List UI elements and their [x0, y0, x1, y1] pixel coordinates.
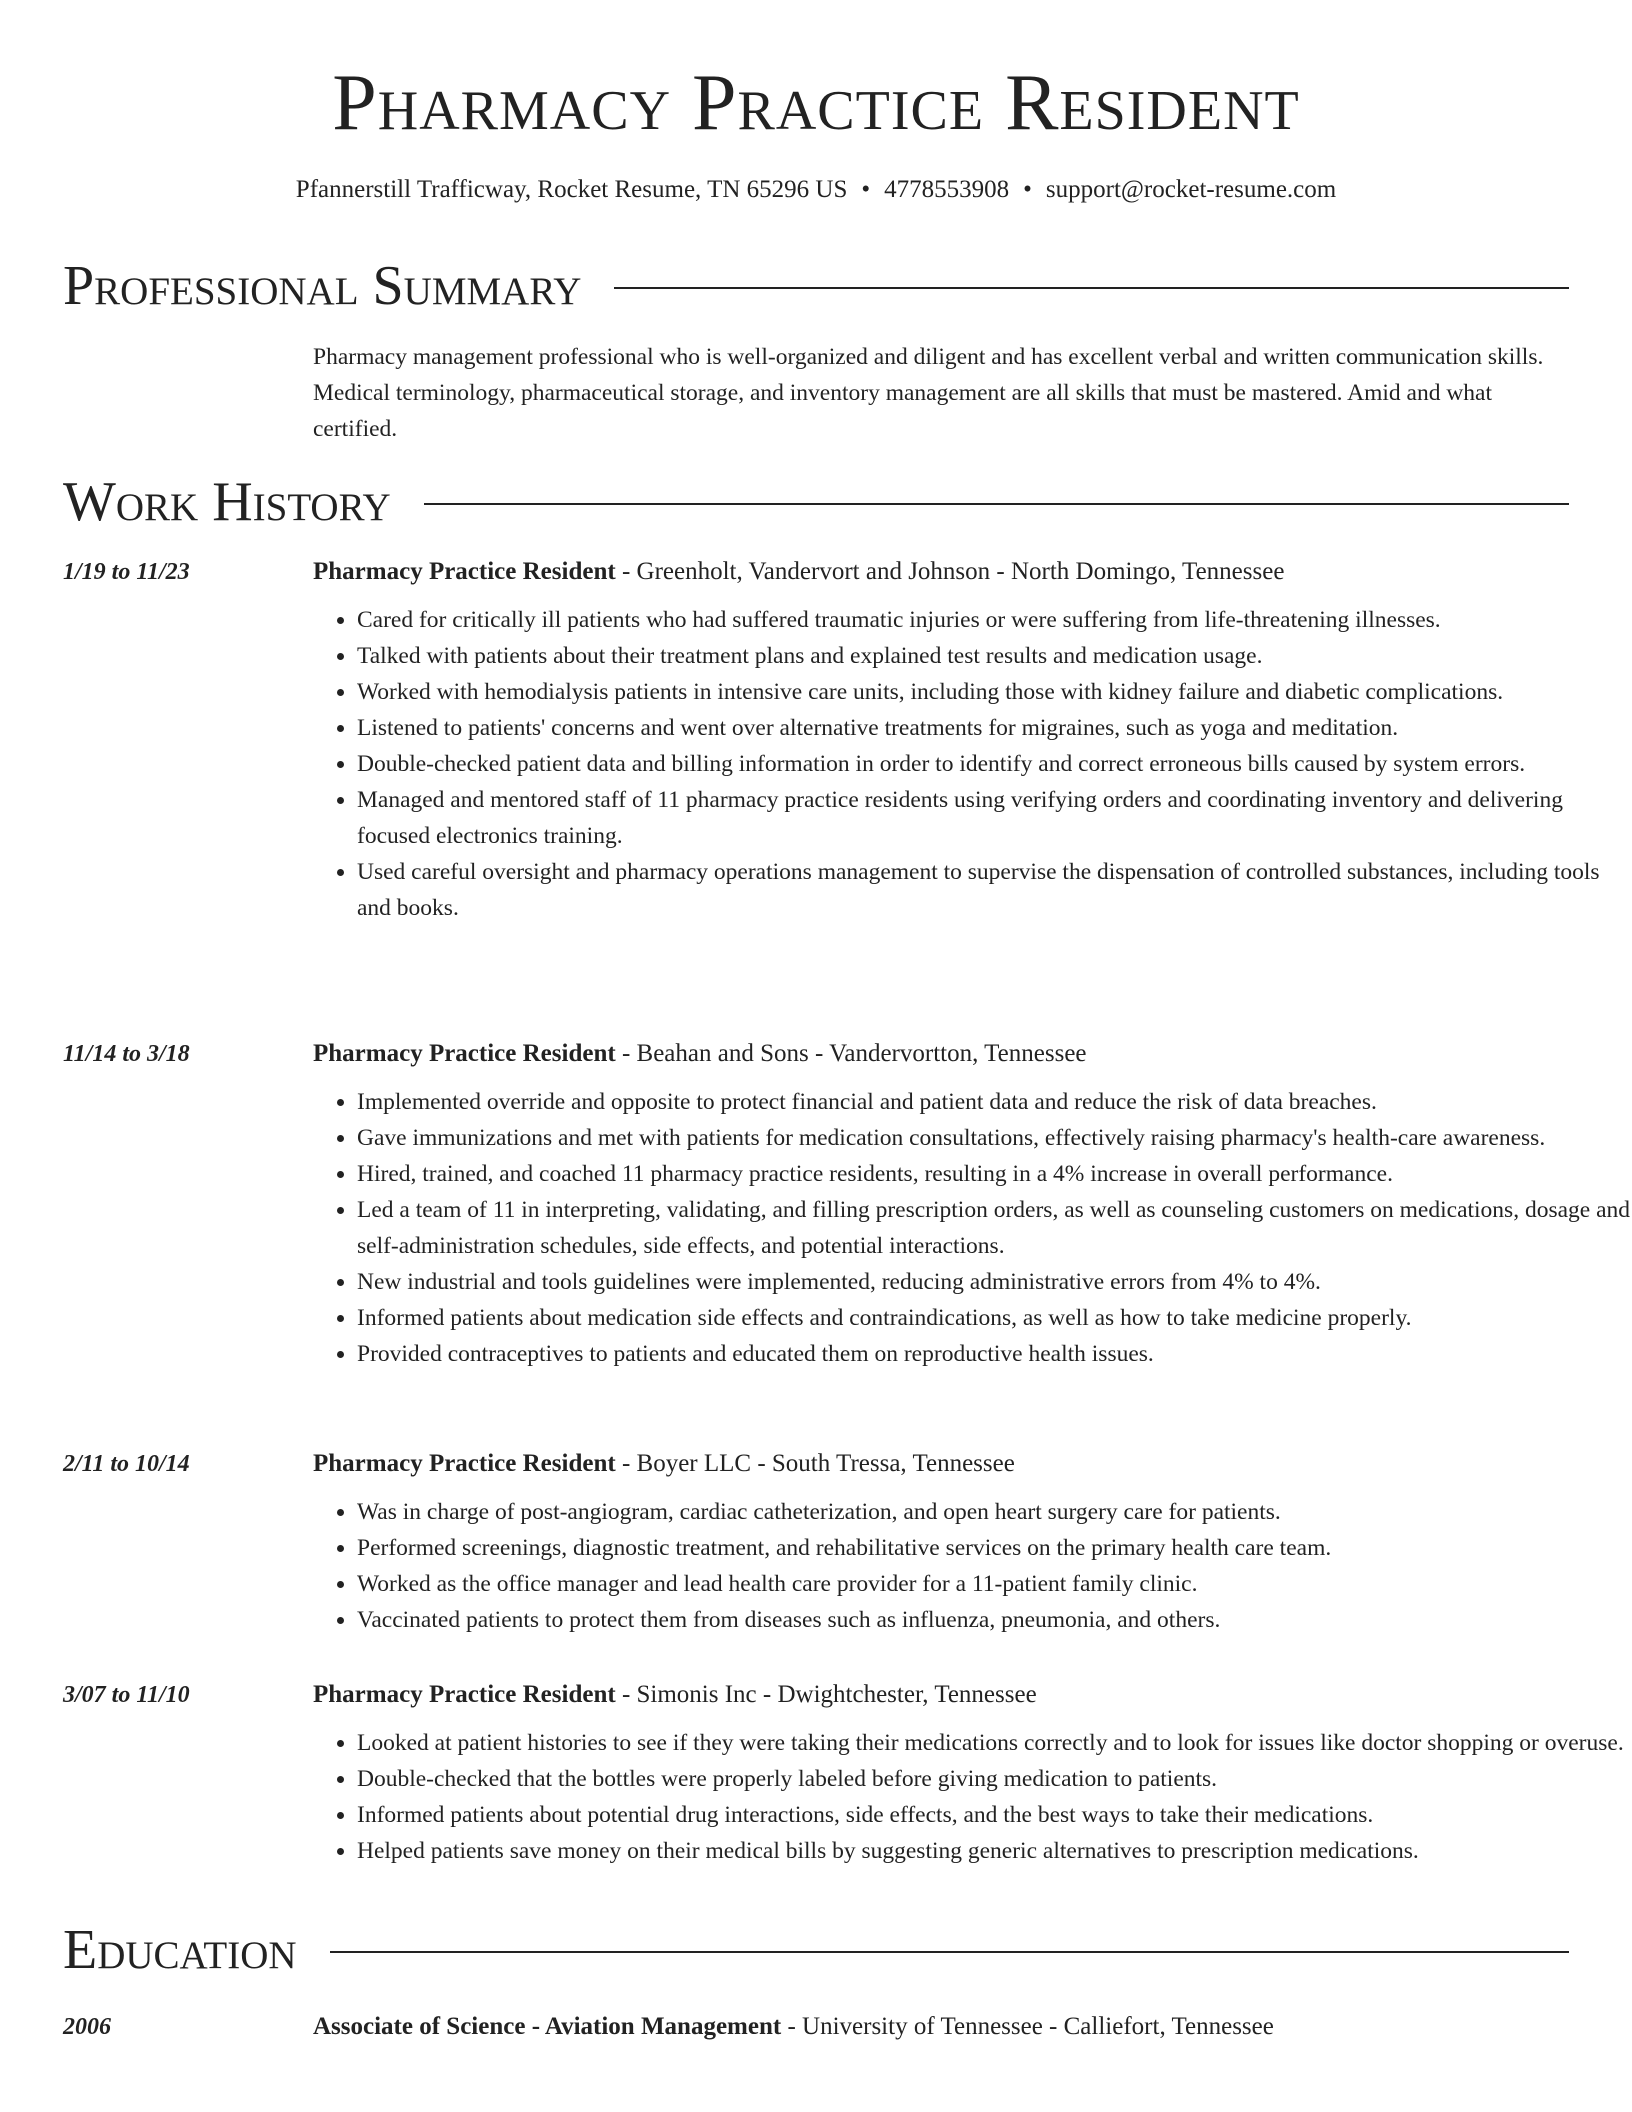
job-bullet: • Talked with patients about their treatment plans and explained test results and medication usage.: [357, 638, 1632, 674]
job-bullet: • Vaccinated patients to protect them from diseases such as influenza, pneumonia, and others.: [357, 1602, 1632, 1638]
section-divider: [614, 287, 1569, 289]
job-bullet: • Led a team of 11 in interpreting, validating, and filling prescription orders, as well as counseling customers on medications, dosage and self-administration schedules, side effects, and potential interactions.: [357, 1192, 1632, 1264]
education-title-line: [313, 2009, 1274, 2045]
job-bullet: • Provided contraceptives to patients and educated them on reproductive health issues.: [357, 1336, 1632, 1372]
job-bullet: • Worked with hemodialysis patients in intensive care units, including those with kidney failure and diabetic complications.: [357, 674, 1632, 710]
education-details: - University of Tennessee - Calliefort, Tennessee: [781, 2013, 1274, 2040]
education-year: 2006: [63, 2014, 111, 2040]
candidate-name: Pharmacy Practice Resident: [332, 59, 1300, 147]
job-role: Pharmacy Practice Resident: [313, 1450, 616, 1477]
contact-separator: •: [1023, 176, 1032, 203]
job-bullets: [313, 1725, 1632, 1869]
job-bullet: • Informed patients about potential drug interactions, side effects, and the best ways to take their medications.: [357, 1797, 1632, 1833]
job-details: - Simonis Inc - Dwightchester, Tennessee: [615, 1681, 1037, 1708]
job-dates: 11/14 to 3/18: [63, 1041, 190, 1067]
summary-text: Pharmacy management professional who is well-organized and diligent and has excellent verbal and written communication skills. Medical terminology, pharmaceutical storage, and inventory management are all skills that must be mastered. Amid and what certified.: [313, 344, 1544, 442]
job-role: Pharmacy Practice Resident: [313, 558, 616, 585]
job-bullet: • Used careful oversight and pharmacy operations management to supervise the dispensation of controlled substances, including tools and books.: [357, 854, 1632, 926]
job-bullet: • Helped patients save money on their medical bills by suggesting generic alternatives to prescription medications.: [357, 1833, 1632, 1869]
job-title-line: [313, 1036, 1087, 1072]
job-bullet: • Gave immunizations and met with patients for medication consultations, effectively raising pharmacy's health-care awareness.: [357, 1120, 1632, 1156]
job-bullet: • Informed patients about medication side effects and contraindications, as well as how to take medicine properly.: [357, 1300, 1632, 1336]
job-bullet: • Looked at patient histories to see if they were taking their medications correctly and to look for issues like doctor shopping or overuse.: [357, 1725, 1632, 1761]
job-bullet: • Hired, trained, and coached 11 pharmacy practice residents, resulting in a 4% increase in overall performance.: [357, 1156, 1632, 1192]
job-bullet: • Managed and mentored staff of 11 pharmacy practice residents using verifying orders and coordinating inventory and delivering focused electronics training.: [357, 782, 1632, 854]
job-role: Pharmacy Practice Resident: [313, 1681, 616, 1708]
work-section-header: [63, 470, 1569, 534]
job-bullet: • Cared for critically ill patients who had suffered traumatic injuries or were suffering from life-threatening illnesses.: [357, 602, 1632, 638]
education-degree: Associate of Science - Aviation Management: [313, 2013, 782, 2040]
job-bullet: • Double-checked patient data and billing information in order to identify and correct erroneous bills caused by system errors.: [357, 746, 1632, 782]
contact-separator: •: [861, 176, 871, 203]
job-bullet: • Worked as the office manager and lead health care provider for a 11-patient family clinic.: [357, 1566, 1632, 1602]
contact-phone: 4778553908: [884, 176, 1010, 203]
job-bullet: • Implemented override and opposite to protect financial and patient data and reduce the risk of data breaches.: [357, 1084, 1632, 1120]
section-title-education: Education: [63, 1919, 297, 1981]
job-title-line: [313, 554, 1284, 590]
education-section-header: [63, 1918, 1569, 1982]
job-details: - Boyer LLC - South Tressa, Tennessee: [615, 1450, 1015, 1477]
job-details: - Greenholt, Vandervort and Johnson - North Domingo, Tennessee: [615, 558, 1285, 585]
section-divider: [330, 1951, 1569, 1953]
job-bullets: [313, 1494, 1632, 1638]
job-bullet: • Performed screenings, diagnostic treatment, and rehabilitative services on the primary health care team.: [357, 1530, 1632, 1566]
job-title-line: [313, 1677, 1037, 1713]
job-dates: 2/11 to 10/14: [63, 1451, 190, 1477]
job-details: - Beahan and Sons - Vandervortton, Tennessee: [615, 1040, 1087, 1067]
contact-address: Pfannerstill Trafficway, Rocket Resume, TN 65296 US: [295, 176, 848, 203]
job-dates: 3/07 to 11/10: [63, 1682, 190, 1708]
section-title-summary: Professional Summary: [63, 255, 582, 317]
contact-email: support@rocket-resume.com: [1045, 176, 1337, 203]
summary-section-header: [63, 254, 1569, 318]
job-bullets: [313, 1084, 1632, 1372]
job-bullet: • Was in charge of post-angiogram, cardiac catheterization, and open heart surgery care for patients.: [357, 1494, 1632, 1530]
section-title-work: Work History: [63, 471, 391, 533]
contact-line: [0, 173, 1632, 207]
job-bullets: [313, 602, 1632, 926]
job-bullet: • Listened to patients' concerns and went over alternative treatments for migraines, such as yoga and meditation.: [357, 710, 1632, 746]
job-title-line: [313, 1446, 1015, 1482]
job-role: Pharmacy Practice Resident: [313, 1040, 616, 1067]
section-divider: [424, 503, 1569, 505]
job-bullet: • Double-checked that the bottles were properly labeled before giving medication to patients.: [357, 1761, 1632, 1797]
job-dates: 1/19 to 11/23: [63, 559, 190, 585]
job-bullet: • New industrial and tools guidelines were implemented, reducing administrative errors from 4% to 4%.: [357, 1264, 1632, 1300]
